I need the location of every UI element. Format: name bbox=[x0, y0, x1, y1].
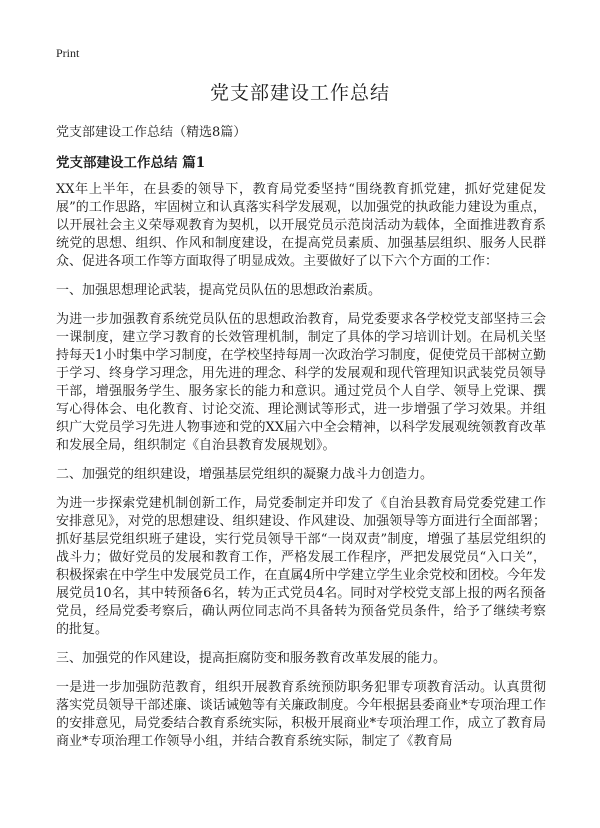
print-link[interactable]: Print bbox=[56, 46, 80, 60]
paragraph-organization: 为进一步探索党建机制创新工作，局党委制定并印发了《自治县教育局党委党建工作安排意见》，对党的思想建设、组织建设、作风建设、加强领导等方面进行全面部署；抓好基层党组织班子建设，实行党员领导干部“一岗双责”制度，增强了基层党组织的战斗力；做好党员的发展和教育工作，严格发展工作程序，严把发展党员“入口关”，积极探索在中学生中发展党员工作，在直属4所中学建立学生业余党校和团校。今年发展党员10名，其中转预备6名，转为正式党员4名。同时对学校党支部上报的两名预备党员，经局党委考察后，确认两位同志尚不具备转为预备党员条件，给予了继续考察的批复。 bbox=[56, 496, 546, 637]
page-title: 党支部建设工作总结 bbox=[209, 82, 390, 104]
paragraph-ideology: 为进一步加强教育系统党员队伍的思想政治教育，局党委要求各学校党支部坚持三会一课制度，建立学习教育的长效管理机制，制定了具体的学习培训计划。在局机关坚持每天1小时集中学习制度，在学校坚持每周一次政治学习制度，促使党员干部树立勤于学习、终身学习理念，用先进的理念、科学的发展观和现代管理知识武装党员领导干部，增强服务学生、服务家长的能力和意识。通过党员个人自学、领导上党课、撰写心得体会、电化教育、讨论交流、理论测试等形式，进一步增强了学习效果。并组织广大党员学习先进人物事迹和党的XX届六中全会精神，以科学发展观统领教育改革和发展全局，组织制定《自治县教育发展规划》。 bbox=[56, 312, 546, 453]
point-heading-3: 三、加强党的作风建设，提高拒腐防变和服务教育改革发展的能力。 bbox=[56, 651, 447, 666]
paragraph-style: 一是进一步加强防范教育，组织开展教育系统预防职务犯罪专项教育活动。认真贯彻落实党员领导干部述廉、谈话诫勉等有关廉政制度。今年根据县委商业*专项治理工作的安排意见，局党委结合教育系统实际，积极开展商业*专项治理工作，成立了教育局商业*专项治理工作领导小组，并结合教育系统实际，制定了《教育局 bbox=[56, 680, 546, 749]
document-body bbox=[56, 181, 546, 762]
document-subtitle: 党支部建设工作总结（精选8篇） bbox=[56, 125, 247, 140]
section-heading: 党支部建设工作总结 篇1 bbox=[56, 155, 206, 171]
paragraph-intro: XX年上半年，在县委的领导下，教育局党委坚持“围绕教育抓党建，抓好党建促发展”的工作思路，牢固树立和认真落实科学发展观，以加强党的执政能力建设为重点，以开展社会主义荣辱观教育为契机，以开展党员示范岗活动为载体，全面推进教育系统党的思想、组织、作风和制度建设，在提高党员素质、加强基层组织、服务人民群众、促进各项工作等方面取得了明显成效。主要做好了以下六个方面的工作： bbox=[56, 182, 546, 269]
point-heading-2: 二、加强党的组织建设，增强基层党组织的凝聚力战斗力创造力。 bbox=[56, 467, 434, 482]
point-heading-1: 一、加强思想理论武装，提高党员队伍的思想政治素质。 bbox=[56, 283, 382, 298]
